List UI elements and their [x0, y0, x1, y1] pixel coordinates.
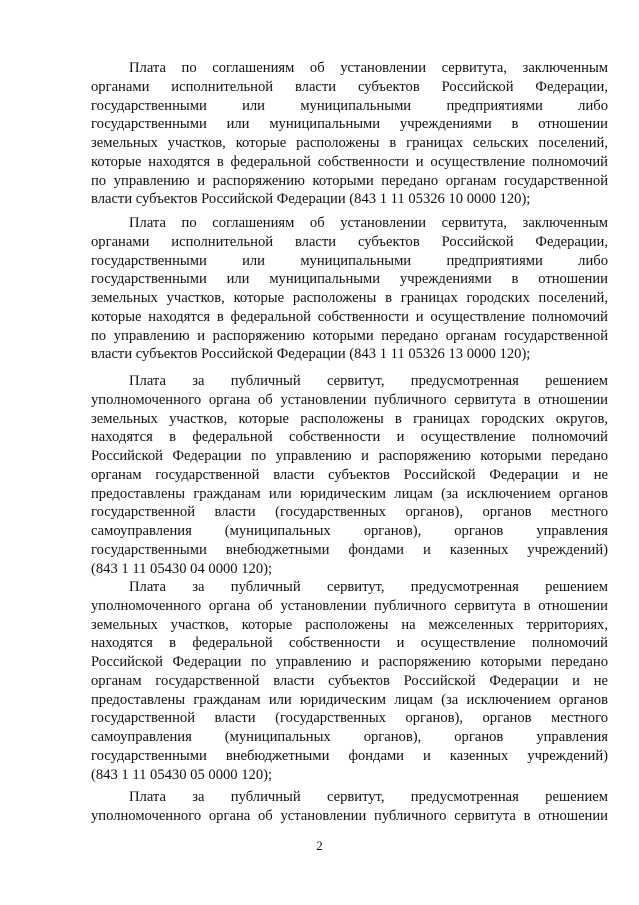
- paragraph-4: [91, 578, 608, 784]
- paragraph-3: [91, 372, 608, 578]
- paragraph-line: самоуправления (муниципальных органов), органов управления: [91, 729, 608, 745]
- paragraph-line: органам государственной власти субъектов Российской Федерации и не: [91, 466, 608, 483]
- paragraph-line: которые находятся в федеральной собственности и осуществление полномочий: [91, 308, 608, 325]
- paragraph-line: по управлению и распоряжению которыми передано органам государственной: [91, 172, 608, 189]
- paragraph-2: [91, 214, 608, 364]
- paragraph-line: находятся в федеральной собственности и осуществление полномочий: [91, 635, 608, 652]
- paragraph-line: которые находятся в федеральной собственности и осуществление полномочий: [91, 153, 608, 170]
- paragraph-line: государственной власти (государственных органов), органов местного: [91, 710, 608, 727]
- paragraph-line: земельных участков, которые расположены в границах сельских поселений,: [91, 135, 608, 151]
- paragraph-line: государственными или муниципальными учреждениями в отношении: [91, 271, 608, 288]
- paragraph-line: земельных участков, которые расположены в границах городских округов,: [91, 410, 608, 427]
- paragraph-line: уполномоченного органа об установлении публичного сервитута в отношении: [91, 597, 608, 614]
- paragraph-line: находятся в федеральной собственности и осуществление полномочий: [91, 429, 608, 446]
- paragraph-line: органами исполнительной власти субъектов Российской Федерации,: [91, 78, 608, 95]
- paragraph-line: Плата по соглашениям об установлении сервитута, заключенным: [129, 60, 608, 76]
- paragraph-line: земельных участков, которые расположены в границах городских поселений,: [91, 290, 608, 306]
- paragraph-line: государственными или муниципальными предприятиями либо: [91, 97, 608, 114]
- paragraph-line: Российской Федерации по управлению и распоряжению которыми передано: [91, 448, 608, 464]
- paragraph-line: Российской Федерации по управлению и распоряжению которыми передано: [91, 654, 608, 670]
- paragraph-line: власти субъектов Российской Федерации (843 1 11 05326 13 0000 120);: [91, 346, 531, 363]
- paragraph-5: [91, 788, 608, 826]
- paragraph-line: предоставлены гражданам или юридическим лицам (за исключением органов: [91, 485, 608, 502]
- paragraph-line: (843 1 11 05430 04 0000 120);: [91, 560, 273, 577]
- paragraph-line: Плата за публичный сервитут, предусмотренная решением: [129, 789, 608, 805]
- paragraph-line: Плата по соглашениям об установлении сервитута, заключенным: [129, 215, 608, 231]
- paragraph-line: Плата за публичный сервитут, предусмотренная решением: [129, 579, 608, 595]
- paragraph-line: власти субъектов Российской Федерации (843 1 11 05326 10 0000 120);: [91, 191, 531, 208]
- paragraph-line: государственными внебюджетными фондами и казенных учреждений): [91, 541, 608, 558]
- paragraph-line: самоуправления (муниципальных органов), органов управления: [91, 523, 608, 539]
- paragraph-line: уполномоченного органа об установлении публичного сервитута в отношении: [91, 391, 608, 408]
- paragraph-line: государственными или муниципальными учреждениями в отношении: [91, 116, 608, 133]
- paragraph-line: по управлению и распоряжению которыми передано органам государственной: [91, 327, 608, 344]
- paragraph-line: уполномоченного органа об установлении публичного сервитута в отношении: [91, 807, 608, 824]
- paragraph-line: предоставлены гражданам или юридическим лицам (за исключением органов: [91, 691, 608, 708]
- page-number: 2: [316, 838, 323, 853]
- paragraph-line: государственными или муниципальными предприятиями либо: [91, 252, 608, 269]
- paragraph-line: органами исполнительной власти субъектов Российской Федерации,: [91, 233, 608, 250]
- paragraph-1: [91, 59, 608, 209]
- paragraph-line: государственными внебюджетными фондами и казенных учреждений): [91, 747, 608, 764]
- paragraph-line: Плата за публичный сервитут, предусмотренная решением: [129, 373, 608, 389]
- paragraph-line: органам государственной власти субъектов Российской Федерации и не: [91, 672, 608, 689]
- paragraph-line: государственной власти (государственных органов), органов местного: [91, 504, 608, 521]
- paragraph-line: (843 1 11 05430 05 0000 120);: [91, 766, 273, 783]
- paragraph-line: земельных участков, которые расположены на межселенных территориях,: [91, 616, 608, 633]
